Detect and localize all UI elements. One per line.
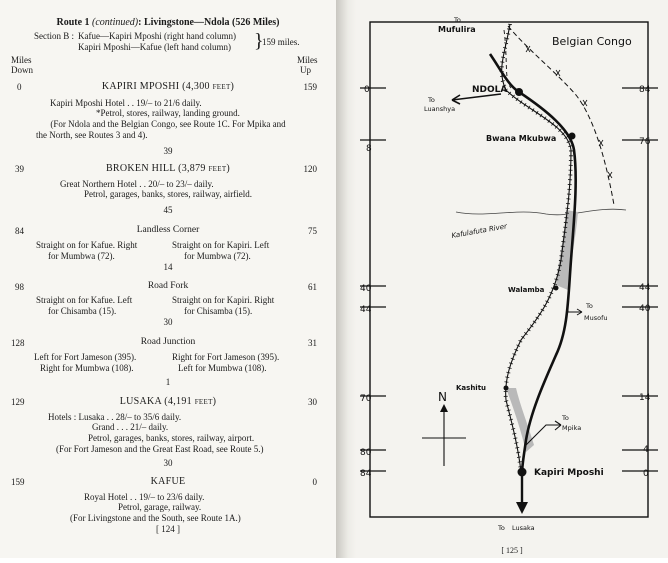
left-scale-label: 80: [360, 448, 372, 458]
to-label: To: [454, 16, 461, 24]
stop-miles-down: 39: [15, 164, 24, 174]
stop-detail: Great Northern Hotel . . 20/– to 23/– daily.: [60, 179, 214, 189]
place-kapiri: Kapiri Mposhi: [534, 468, 604, 478]
route-header: Route 1 (continued): Livingstone—Ndola (526 Miles): [56, 17, 280, 28]
bwana-dot: [569, 133, 576, 140]
right-scale-label: 84: [639, 85, 651, 95]
stop-miles-up: 0: [312, 477, 317, 487]
stop-detail-left: Straight on for Kafue. Right: [36, 240, 138, 250]
stop-detail-right: Right for Fort Jameson (395).: [172, 352, 280, 362]
stop-detail-left: Right for Mumbwa (108).: [40, 363, 134, 373]
page-number: [ 125 ]: [501, 546, 523, 555]
left-scale-label: 44: [360, 305, 372, 315]
stop-miles-up: 159: [303, 82, 317, 92]
place-mufulira: Mufulira: [438, 25, 476, 34]
country-label: Belgian Congo: [552, 35, 632, 48]
left-scale-label: 70: [360, 394, 372, 404]
river-label: Kafulafuta River: [450, 222, 508, 240]
section-brace: }: [254, 30, 264, 52]
right-scale-label: 40: [639, 304, 651, 314]
left-scale-label: 40: [360, 284, 372, 294]
book-gutter: [336, 0, 356, 558]
place-musofu: Musofu: [584, 314, 608, 322]
kafulafuta-river: [456, 209, 626, 215]
border-crosses: [526, 46, 612, 178]
right-page: [356, 0, 668, 558]
kashitu-dot: [504, 386, 509, 391]
stop-detail-right: for Mumbwa (72).: [184, 251, 251, 261]
stop-detail: *Petrol, stores, railway, landing ground.: [96, 108, 240, 118]
gap-miles: 45: [163, 205, 173, 215]
stop-detail-left: for Mumbwa (72).: [48, 251, 115, 261]
place-kashitu: Kashitu: [456, 384, 487, 392]
stop-miles-down: 0: [17, 82, 22, 92]
stop-miles-down: 128: [11, 338, 25, 348]
gap-miles: 39: [163, 146, 173, 156]
right-scale-label: 0: [643, 469, 649, 479]
walamba-dot: [554, 286, 559, 291]
miles-down-header-2: Down: [11, 65, 33, 75]
stop-detail-right: Straight on for Kapiri. Right: [172, 295, 275, 305]
stop-detail: Petrol, garages, banks, stores, railway, airport.: [88, 433, 255, 443]
stop-miles-up: 30: [308, 397, 317, 407]
section-total: 159 miles.: [262, 37, 300, 47]
right-scale-label: 44: [639, 283, 651, 293]
stop-detail: (For Ndola and the Belgian Congo, see Route 1C. For Mpika and: [50, 119, 286, 129]
stop-miles-up: 61: [308, 282, 317, 292]
stop-detail: Petrol, garages, banks, stores, railway, airfield.: [83, 189, 253, 199]
stop-detail-right: Left for Mumbwa (108).: [178, 363, 267, 373]
route-map: [356, 0, 668, 558]
right-scale-label: 4: [643, 445, 649, 455]
left-scale-label: 84: [360, 469, 372, 479]
to-label: To: [498, 524, 505, 532]
stop-detail-left: Straight on for Kafue. Left: [36, 295, 133, 305]
place-bwana: Bwana Mkubwa: [486, 134, 557, 143]
stop-name: KAFUE: [150, 476, 186, 487]
gap-miles: 30: [163, 458, 173, 468]
stop-detail: Petrol, garage, railway.: [118, 502, 202, 512]
stop-miles-down: 84: [15, 226, 24, 236]
section-line-2: Kapiri Mposhi—Kafue (left hand column): [78, 42, 231, 52]
stop-detail-left: for Chisamba (15).: [48, 306, 117, 316]
right-scale-label: 76: [639, 137, 651, 147]
stop-detail: (For Fort Jameson and the Great East Road, see Route 5.): [56, 444, 264, 454]
stop-name: Road Junction: [140, 337, 196, 347]
left-scale-label: 0: [364, 85, 370, 95]
stop-miles-up: 75: [308, 226, 317, 236]
stop-name: Landless Corner: [136, 225, 200, 235]
stop-detail-right: for Chisamba (15).: [184, 306, 253, 316]
right-scale-label: 14: [639, 393, 651, 403]
stop-detail: Grand . . . 21/– daily.: [92, 422, 169, 432]
to-label: To: [562, 414, 569, 422]
left-scale-ticks: [360, 88, 386, 471]
stop-name: BROKEN HILL (3,879 feet): [105, 163, 231, 174]
north-label: N: [438, 390, 447, 404]
miles-up-header-1: Miles: [297, 55, 318, 65]
section-label: Section B :: [34, 31, 74, 41]
stop-detail-right: Straight on for Kapiri. Left: [172, 240, 270, 250]
place-mpika: Mpika: [562, 424, 582, 432]
kapiri-dot: [518, 468, 527, 477]
miles-up-header-2: Up: [300, 65, 311, 75]
stop-detail: Royal Hotel . . 19/– to 23/6 daily.: [84, 492, 205, 502]
left-scale-label: 8: [366, 144, 372, 154]
to-label: To: [586, 302, 593, 310]
page-number: [ 124 ]: [156, 524, 180, 534]
gap-miles: 1: [165, 377, 171, 387]
stop-miles-up: 120: [303, 164, 317, 174]
section-line-1: Kafue—Kapiri Mposhi (right hand column): [78, 31, 236, 41]
gap-miles: 30: [163, 317, 173, 327]
stop-detail: Hotels : Lusaka . . 28/– to 35/6 daily.: [48, 412, 182, 422]
stop-detail: (For Livingstone and the South, see Route 1A.): [70, 513, 241, 523]
stop-miles-down: 98: [15, 282, 24, 292]
ndola-dot: [515, 88, 523, 96]
lusaka-arrow: [516, 502, 528, 514]
place-lusaka: Lusaka: [512, 524, 535, 532]
place-luanshya: Luanshya: [424, 105, 456, 113]
to-label: To: [428, 96, 435, 104]
left-page: [0, 0, 336, 558]
north-arrow: [422, 404, 466, 466]
place-ndola: NDOLA: [472, 85, 508, 95]
stop-miles-down: 129: [11, 397, 25, 407]
stop-detail-left: Left for Fort Jameson (395).: [34, 352, 137, 362]
stop-name: Road Fork: [147, 281, 189, 291]
congo-border: [508, 26, 614, 205]
miles-down-header-1: Miles: [11, 55, 32, 65]
stop-miles-up: 31: [308, 338, 317, 348]
place-walamba: Walamba: [508, 286, 545, 294]
stop-name: KAPIRI MPOSHI (4,300 feet): [101, 81, 235, 92]
stop-detail: the North, see Routes 3 and 4).: [36, 130, 148, 140]
gap-miles: 14: [163, 262, 173, 272]
stop-name: LUSAKA (4,191 feet): [119, 396, 217, 407]
stop-detail: Kapiri Mposhi Hotel . . 19/– to 21/6 daily.: [50, 98, 202, 108]
stop-miles-down: 159: [11, 477, 25, 487]
map-frame: [370, 22, 648, 517]
